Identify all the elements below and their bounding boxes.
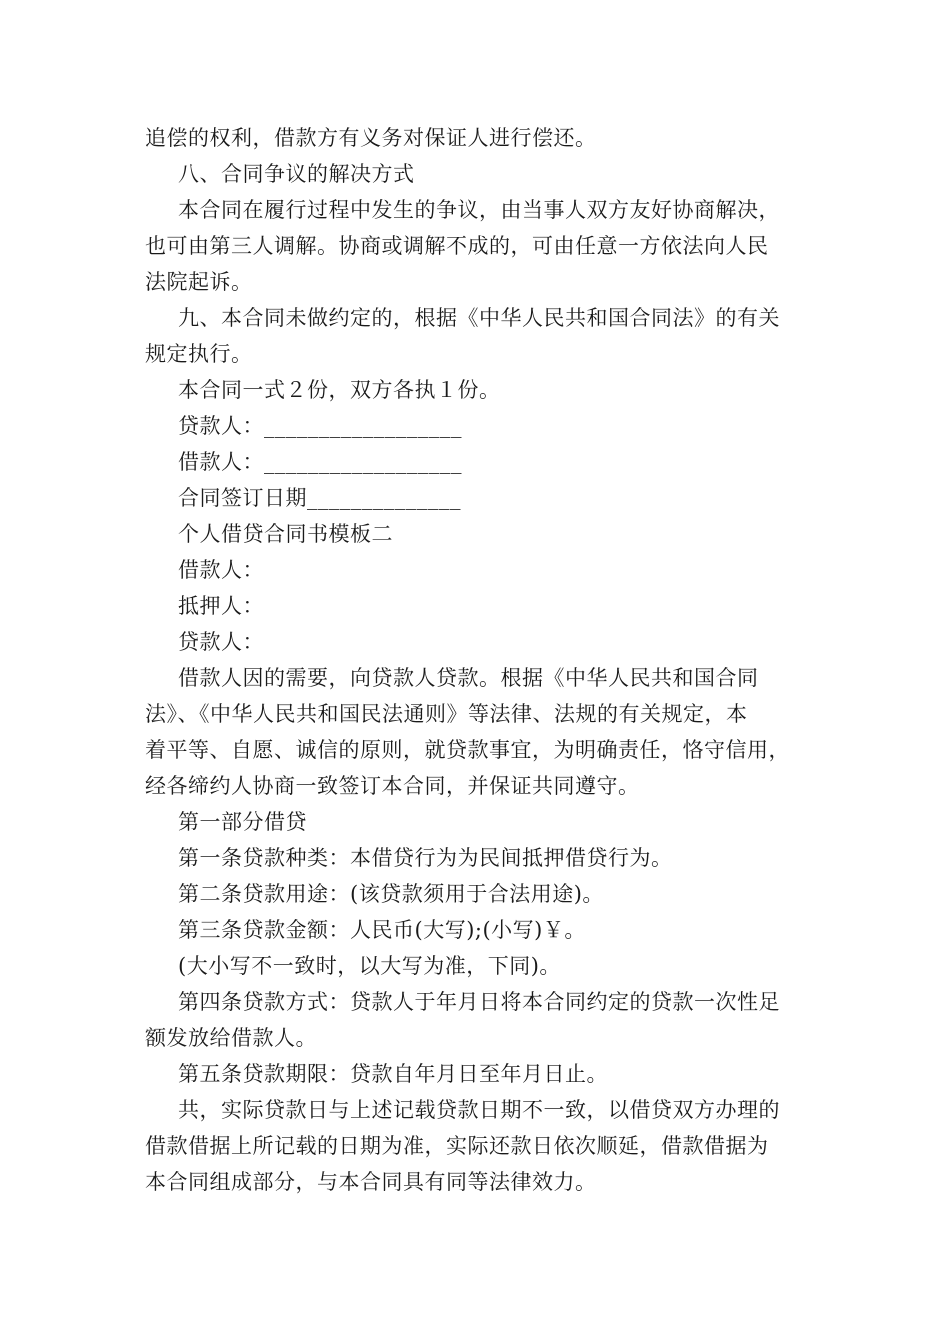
text-line: 九、本合同未做约定的，根据《中华人民共和国合同法》的有关 — [178, 306, 780, 330]
signing-date-line: 合同签订日期______________ — [178, 486, 461, 510]
text-line: 追偿的权利，借款方有义务对保证人进行偿还。 — [145, 126, 597, 150]
text-line: 法院起诉。 — [145, 270, 253, 294]
template-two-title: 个人借贷合同书模板二 — [178, 522, 393, 546]
lender-label: 贷款人： — [178, 630, 264, 654]
lender-signature-line: 贷款人：__________________ — [178, 414, 462, 438]
article-two: 第二条贷款用途：(该贷款须用于合法用途)。 — [178, 882, 604, 906]
part-one-heading: 第一部分借贷 — [178, 810, 307, 834]
text-line: 也可由第三人调解。协商或调解不成的，可由任意一方依法向人民 — [145, 234, 769, 258]
mortgagor-label: 抵押人： — [178, 594, 264, 618]
text-line: 法》、《中华人民共和国民法通则》等法律、法规的有关规定，本 — [145, 702, 748, 726]
text-line: 着平等、自愿、诚信的原则，就贷款事宜，为明确责任，恪守信用， — [145, 738, 790, 762]
borrower-signature-line: 借款人：__________________ — [178, 450, 462, 474]
borrower-label: 借款人： — [178, 558, 264, 582]
text-line: 共，实际贷款日与上述记载贷款日期不一致，以借贷双方办理的 — [178, 1098, 780, 1122]
text-line: 借款人因的需要，向贷款人贷款。根据《中华人民共和国合同 — [178, 666, 759, 690]
document-body — [145, 120, 810, 1200]
article-four: 第四条贷款方式：贷款人于年月日将本合同约定的贷款一次性足 — [178, 990, 780, 1014]
text-line: (大小写不一致时，以大写为准，下同)。 — [178, 954, 561, 978]
text-line: 经各缔约人协商一致签订本合同，并保证共同遵守。 — [145, 774, 640, 798]
article-three: 第三条贷款金额：人民币(大写);(小写)￥。 — [178, 918, 586, 942]
section-heading-dispute: 八、合同争议的解决方式 — [178, 162, 415, 186]
text-line: 本合同一式２份，双方各执１份。 — [178, 378, 501, 402]
text-line: 规定执行。 — [145, 342, 253, 366]
text-line: 借款借据上所记载的日期为准，实际还款日依次顺延，借款借据为 — [145, 1134, 769, 1158]
article-one: 第一条贷款种类：本借贷行为为民间抵押借贷行为。 — [178, 846, 673, 870]
text-line: 本合同在履行过程中发生的争议，由当事人双方友好协商解决， — [178, 198, 780, 222]
text-line: 本合同组成部分，与本合同具有同等法律效力。 — [145, 1170, 597, 1194]
article-five: 第五条贷款期限：贷款自年月日至年月日止。 — [178, 1062, 608, 1086]
text-line: 额发放给借款人。 — [145, 1026, 317, 1050]
